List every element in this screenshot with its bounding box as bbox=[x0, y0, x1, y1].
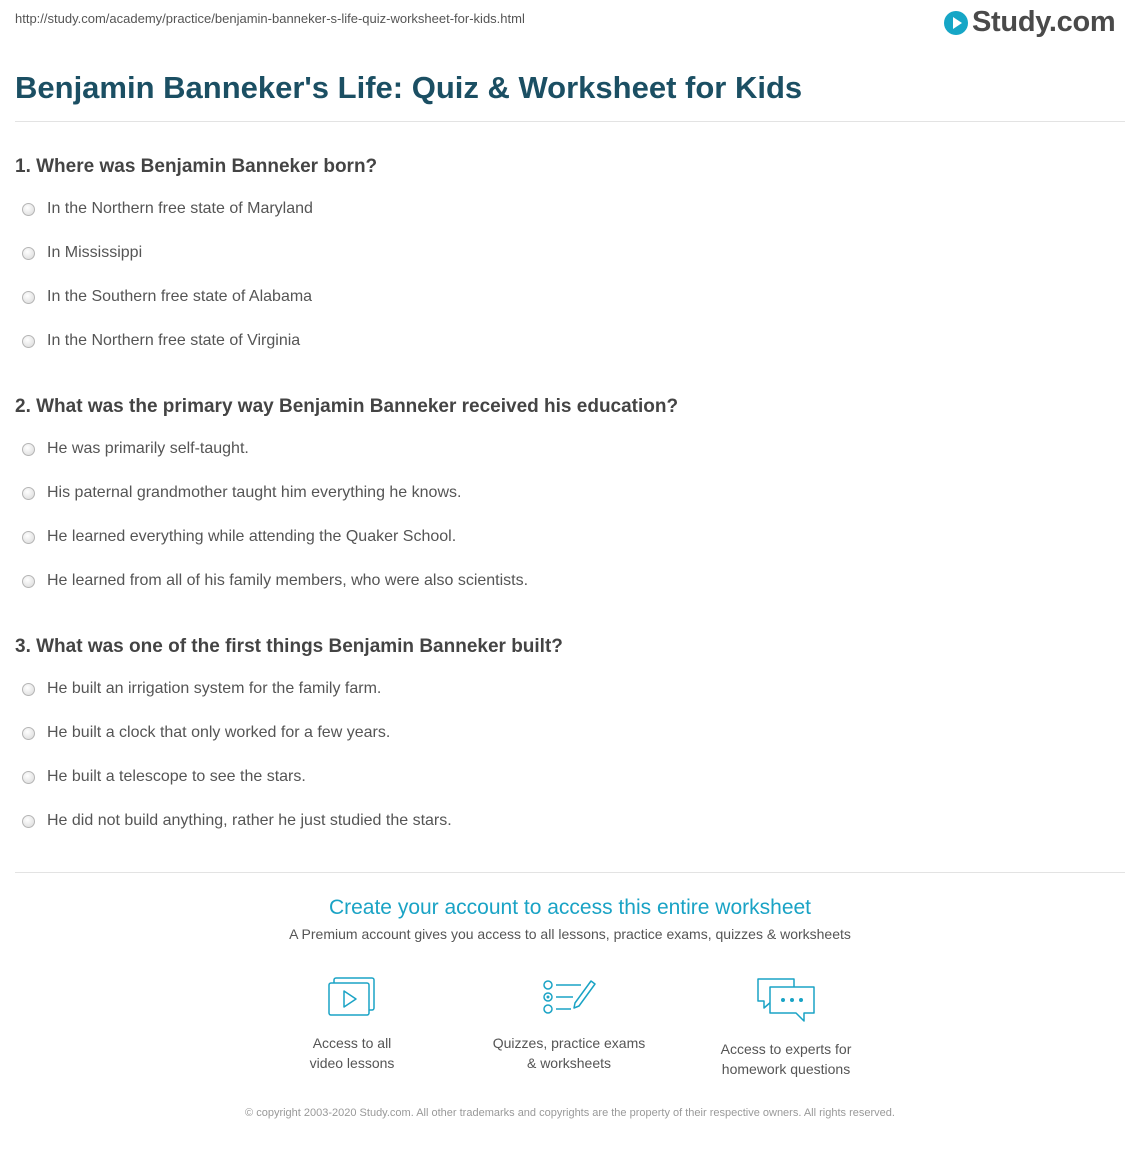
radio-button[interactable] bbox=[22, 575, 35, 588]
video-lessons-icon bbox=[326, 975, 378, 1021]
radio-button[interactable] bbox=[22, 203, 35, 216]
answer-option[interactable] bbox=[22, 244, 142, 262]
feature-label-line: homework questions bbox=[721, 1061, 851, 1077]
answer-text: He was primarily self-taught. bbox=[47, 440, 249, 457]
radio-button[interactable] bbox=[22, 335, 35, 348]
radio-button[interactable] bbox=[22, 683, 35, 696]
radio-button[interactable] bbox=[22, 291, 35, 304]
answer-text: He learned from all of his family members, who were also scientists. bbox=[47, 572, 529, 589]
feature-quizzes bbox=[469, 975, 669, 1073]
answer-text: He did not build anything, rather he just studied the stars. bbox=[47, 812, 452, 829]
answer-text: He built an irrigation system for the family farm. bbox=[47, 680, 382, 697]
answer-option[interactable] bbox=[22, 812, 452, 830]
answer-option[interactable] bbox=[22, 724, 390, 742]
page-url: http://study.com/academy/practice/benjamin-banneker-s-life-quiz-worksheet-for-kids.html bbox=[15, 11, 525, 26]
answer-text: In the Northern free state of Maryland bbox=[47, 200, 313, 217]
answer-option[interactable] bbox=[22, 528, 456, 546]
radio-button[interactable] bbox=[22, 487, 35, 500]
quiz-checklist-icon bbox=[541, 975, 597, 1021]
answer-option[interactable] bbox=[22, 200, 313, 218]
cta-subtitle: A Premium account gives you access to all lessons, practice exams, quizzes & worksheets bbox=[289, 926, 851, 942]
feature-label-line: & worksheets bbox=[526, 1055, 612, 1071]
feature-experts bbox=[686, 975, 886, 1079]
feature-video-lessons bbox=[252, 975, 452, 1073]
answer-text: His paternal grandmother taught him everything he knows. bbox=[47, 484, 462, 501]
question-3: 3. What was one of the first things Benjamin Banneker built? bbox=[15, 636, 563, 657]
radio-button[interactable] bbox=[22, 443, 35, 456]
answer-text: He learned everything while attending the Quaker School. bbox=[47, 528, 457, 545]
logo-text: Study.com bbox=[972, 6, 1116, 38]
study-logo[interactable] bbox=[944, 6, 1115, 39]
answer-option[interactable] bbox=[22, 768, 306, 786]
copyright-notice: © copyright 2003-2020 Study.com. All other trademarks and copyrights are the property of their respective owners. All rights reserved. bbox=[245, 1107, 895, 1119]
play-logo-icon bbox=[944, 11, 968, 35]
answer-option[interactable] bbox=[22, 484, 461, 502]
radio-button[interactable] bbox=[22, 771, 35, 784]
create-account-link[interactable]: Create your account to access this entire worksheet bbox=[328, 896, 812, 919]
feature-label-line: Access to experts for bbox=[720, 1041, 852, 1057]
answer-option[interactable] bbox=[22, 332, 300, 350]
question-1: 1. Where was Benjamin Banneker born? bbox=[15, 156, 378, 177]
divider bbox=[15, 872, 1125, 873]
answer-text: He built a clock that only worked for a few years. bbox=[47, 724, 391, 741]
feature-label-line: Quizzes, practice exams bbox=[492, 1035, 646, 1051]
feature-label-line: video lessons bbox=[309, 1055, 395, 1071]
question-2: 2. What was the primary way Benjamin Banneker received his education? bbox=[15, 396, 679, 417]
answer-text: In the Northern free state of Virginia bbox=[47, 332, 301, 349]
radio-button[interactable] bbox=[22, 247, 35, 260]
answer-option[interactable] bbox=[22, 288, 312, 306]
chat-bubbles-icon bbox=[754, 975, 818, 1027]
radio-button[interactable] bbox=[22, 727, 35, 740]
answer-text: In Mississippi bbox=[47, 244, 143, 261]
radio-button[interactable] bbox=[22, 531, 35, 544]
radio-button[interactable] bbox=[22, 815, 35, 828]
answer-option[interactable] bbox=[22, 680, 381, 698]
answer-text: In the Southern free state of Alabama bbox=[47, 288, 313, 305]
answer-option[interactable] bbox=[22, 440, 249, 458]
answer-text: He built a telescope to see the stars. bbox=[47, 768, 306, 785]
page-title: Benjamin Banneker's Life: Quiz & Worksheet for Kids bbox=[15, 70, 803, 105]
feature-label-line: Access to all bbox=[312, 1035, 392, 1051]
divider bbox=[15, 121, 1125, 122]
answer-option[interactable] bbox=[22, 572, 528, 590]
